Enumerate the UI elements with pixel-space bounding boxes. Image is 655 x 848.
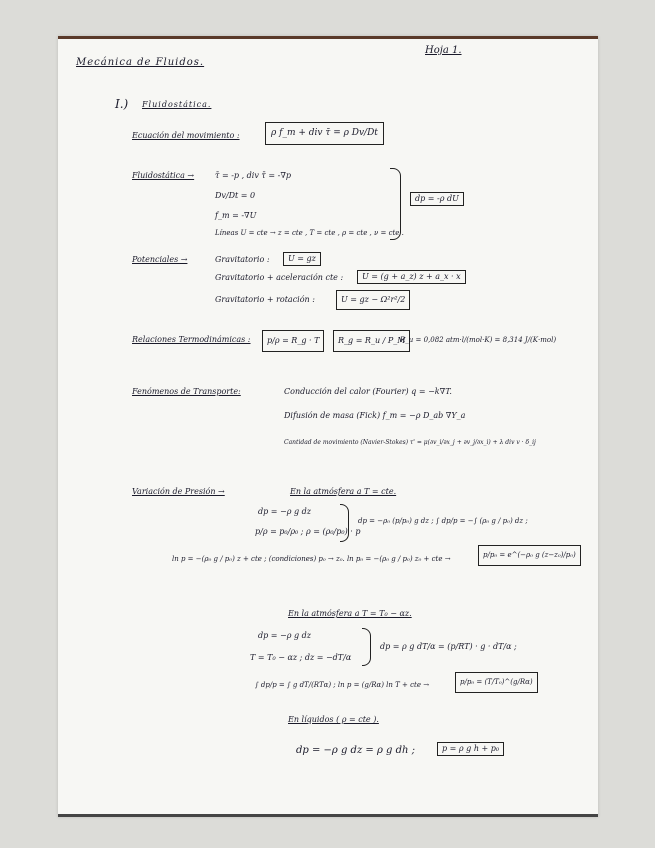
caso-1-line-4: ln p = −(ρ₀ g / p₀) z + cte ; (condiciones) p₀ → z₀. ln p₀ = −(ρ₀ g / p₀) z₀ + cte →	[172, 555, 451, 563]
potenciales-label: Potenciales →	[132, 255, 188, 264]
caso-2-line-3: dp = ρ g dT/α = (p/RT) · g · dT/α ;	[380, 642, 517, 651]
fluidostatica-result: dp = -ρ dU	[410, 192, 464, 206]
termo-eq-3: R_u = 0,082 atm·l/(mol·K) = 8,314 J/(K·mol)	[400, 336, 557, 344]
notebook-page	[58, 36, 598, 817]
caso-3-line-1: dp = −ρ g dz = ρ g dh ;	[296, 745, 415, 756]
potencial-3-label: Gravitatorio + rotación :	[215, 295, 315, 304]
potencial-1-label: Gravitatorio :	[215, 255, 270, 264]
potencial-1-eq: U = gz	[283, 252, 321, 266]
caso-3-result: p = ρ g h + p₀	[437, 742, 504, 756]
motion-label: Ecuación del movimiento :	[132, 131, 240, 140]
transporte-navier-stokes: Cantidad de movimiento (Navier-Stokes) τ' = μ(∂v_i/∂x_j + ∂v_j/∂x_i) + λ div v · δ_ij	[284, 439, 536, 446]
transporte-fick: Difusión de masa (Fick) f_m = −ρ D_ab ∇Y_a	[284, 411, 466, 420]
motion-equation: ρ f_m + div τ̄ = ρ Dv/Dt	[265, 122, 384, 145]
caso-2-line-1: dp = −ρ g dz	[258, 631, 311, 640]
right-brace	[390, 168, 401, 240]
caso-1-result: p/p₀ = e^(−ρ₀ g (z−z₀)/p₀)	[478, 545, 581, 566]
caso-3-title: En líquidos ( ρ = cte ).	[288, 715, 379, 724]
sheet-number: Hoja 1.	[425, 45, 462, 56]
page-title: Mecánica de Fluidos.	[76, 57, 205, 68]
caso-2-result: p/p₀ = (T/T₀)^(g/Rα)	[455, 672, 538, 693]
fluidostatica-line-4: Líneas U = cte → z = cte , T = cte , ρ = cte , ν = cte .	[215, 229, 404, 237]
potencial-3-eq: U = gz − Ω²r²/2	[336, 290, 410, 310]
termo-eq-2: R_g = R_u / P_M	[333, 330, 410, 352]
termo-eq-1: p/ρ = R_g · T	[262, 330, 324, 352]
transporte-fourier: Conducción del calor (Fourier) q = −k∇T.	[284, 387, 452, 396]
transporte-label: Fenómenos de Transporte:	[132, 387, 241, 396]
caso-1-line-3: dp = −ρ₀ (p/p₀) g dz ; ∫ dp/p = −∫ (ρ₀ g / p₀) dz ;	[358, 517, 528, 525]
fluidostatica-line-3: f_m = -∇U	[215, 211, 257, 220]
potencial-2-label: Gravitatorio + aceleración cte :	[215, 273, 344, 282]
variacion-label: Variación de Presión →	[132, 487, 225, 496]
potencial-2-eq: U = (g + a_z) z + a_x · x	[357, 270, 466, 284]
caso-1-brace	[340, 504, 349, 542]
section-title: Fluidostática.	[142, 100, 212, 109]
fluidostatica-line-2: Dv/Dt = 0	[215, 191, 256, 200]
caso-2-line-2: T = T₀ − αz ; dz = −dT/α	[250, 653, 352, 662]
fluidostatica-line-1: τ̄ = -p , div τ̄ = -∇p	[215, 171, 292, 180]
caso-1-line-1: dp = −ρ g dz	[258, 507, 311, 516]
caso-1-line-2: p/ρ = p₀/ρ₀ ; ρ = (ρ₀/p₀) · p	[255, 527, 361, 536]
caso-2-brace	[362, 628, 371, 666]
caso-2-line-4: ∫ dp/p = ∫ g dT/(RTα) ; ln p = (g/Rα) ln T + cte →	[255, 681, 430, 689]
section-number: I.)	[115, 97, 129, 111]
caso-1-title: En la atmósfera a T = cte.	[290, 487, 397, 496]
caso-2-title: En la atmósfera a T = T₀ − αz.	[288, 609, 412, 618]
termo-label: Relaciones Termodinámicas :	[132, 335, 251, 344]
fluidostatica-label: Fluidostática →	[132, 171, 195, 180]
